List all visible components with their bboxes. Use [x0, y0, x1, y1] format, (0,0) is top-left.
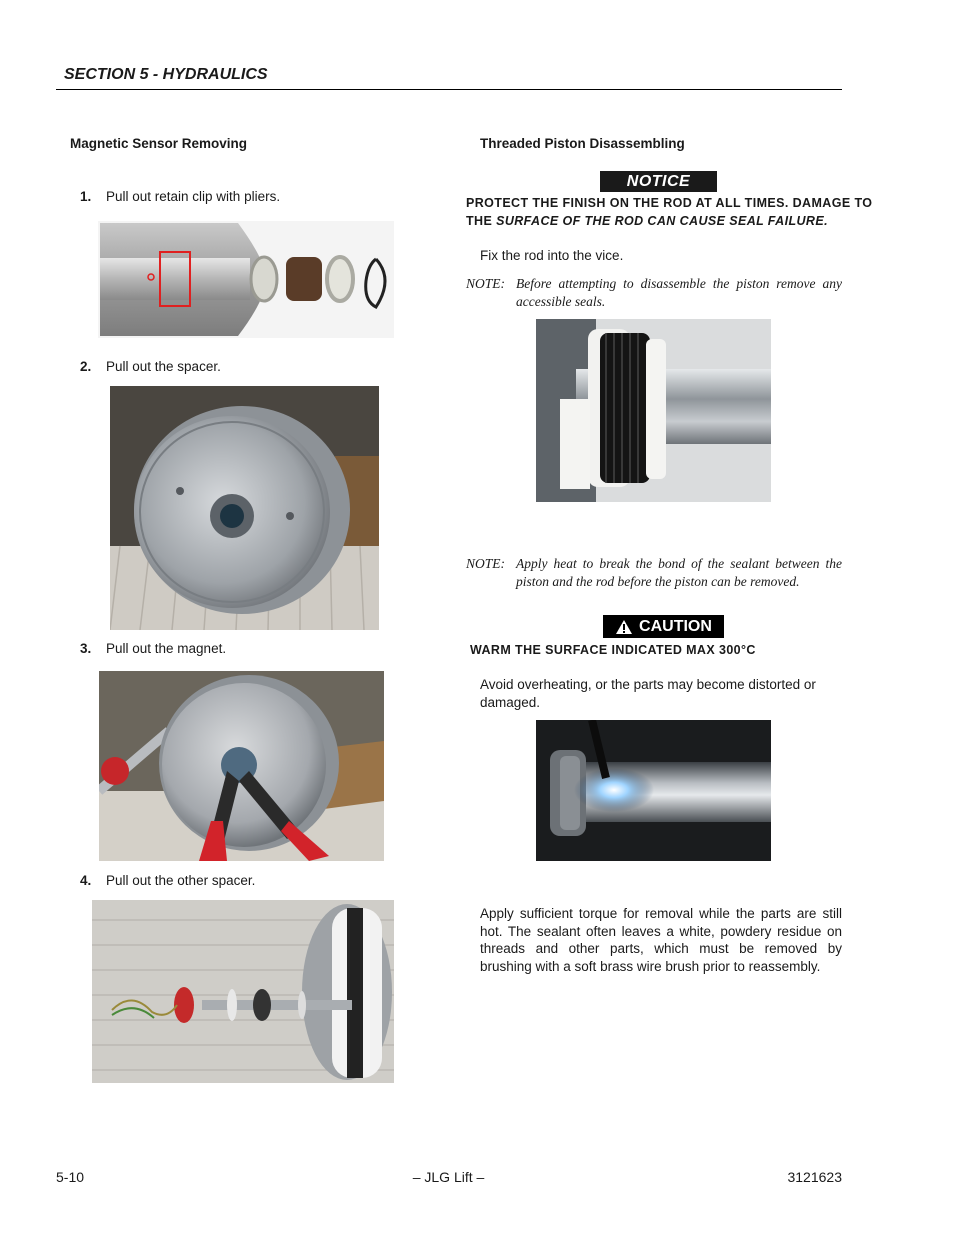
step-number: 1.	[80, 189, 92, 204]
note-text: Apply heat to break the bond of the sealant between the piston and the rod before the piston can be removed.	[516, 556, 842, 589]
notice-line-1: PROTECT THE FINISH ON THE ROD AT ALL TIMES. DAMAGE TO	[466, 196, 873, 210]
notice-line-2-prefix: THE	[466, 214, 497, 228]
note-remove-seals	[466, 275, 842, 313]
warning-triangle-icon	[615, 619, 633, 635]
step-text: Pull out the spacer.	[106, 359, 221, 374]
notice-badge: NOTICE	[600, 171, 717, 192]
instruction-avoid-overheating: Avoid overheating, or the parts may become distorted or damaged.	[480, 677, 816, 710]
step-2	[80, 359, 221, 374]
step-number: 2.	[80, 359, 92, 374]
note-label: NOTE:	[466, 276, 506, 291]
other-spacer-photo	[92, 900, 394, 1083]
step-number: 4.	[80, 873, 92, 888]
notice-line-2-italic: SURFACE OF THE ROD CAN CAUSE SEAL FAILURE.	[496, 214, 828, 228]
note-label: NOTE:	[466, 556, 506, 571]
notice-text	[466, 194, 873, 230]
step-text: Pull out retain clip with pliers.	[106, 189, 281, 204]
heating-rod-photo	[536, 720, 771, 861]
caution-text: WARM THE SURFACE INDICATED MAX 300°C	[470, 643, 756, 657]
notice-line-2	[466, 212, 842, 230]
threaded-piston-heading: Threaded Piston Disassembling	[480, 136, 685, 151]
step-4	[80, 873, 255, 888]
magnetic-sensor-heading: Magnetic Sensor Removing	[70, 136, 248, 151]
step-text: Pull out the other spacer.	[106, 873, 256, 888]
page-number: 5-10	[56, 1169, 85, 1185]
rod-in-vice-photo	[536, 319, 771, 502]
note-apply-heat	[466, 555, 842, 593]
step-1	[80, 189, 280, 204]
spacer-photo	[110, 386, 379, 630]
retain-clip-diagram	[98, 221, 394, 338]
caution-label: CAUTION	[639, 617, 712, 635]
instruction-fix-rod: Fix the rod into the vice.	[480, 248, 624, 263]
step-3	[80, 641, 226, 656]
header-divider	[56, 89, 842, 90]
step-number: 3.	[80, 641, 92, 656]
section-title: SECTION 5 - HYDRAULICS	[64, 66, 268, 83]
note-text: Before attempting to disassemble the piston remove any accessible seals.	[516, 276, 842, 309]
document-number: 3121623	[787, 1169, 842, 1185]
caution-badge	[603, 615, 724, 638]
magnet-photo	[99, 671, 384, 861]
instruction-apply-torque: Apply sufficient torque for removal while the parts are still hot. The sealant often leaves a white, powdery residue on threads and other parts, which must be removed by brushing with a soft brass wire brush prior to reassembly.	[480, 906, 842, 974]
footer-center: – JLG Lift –	[412, 1169, 485, 1185]
step-text: Pull out the magnet.	[106, 641, 227, 656]
